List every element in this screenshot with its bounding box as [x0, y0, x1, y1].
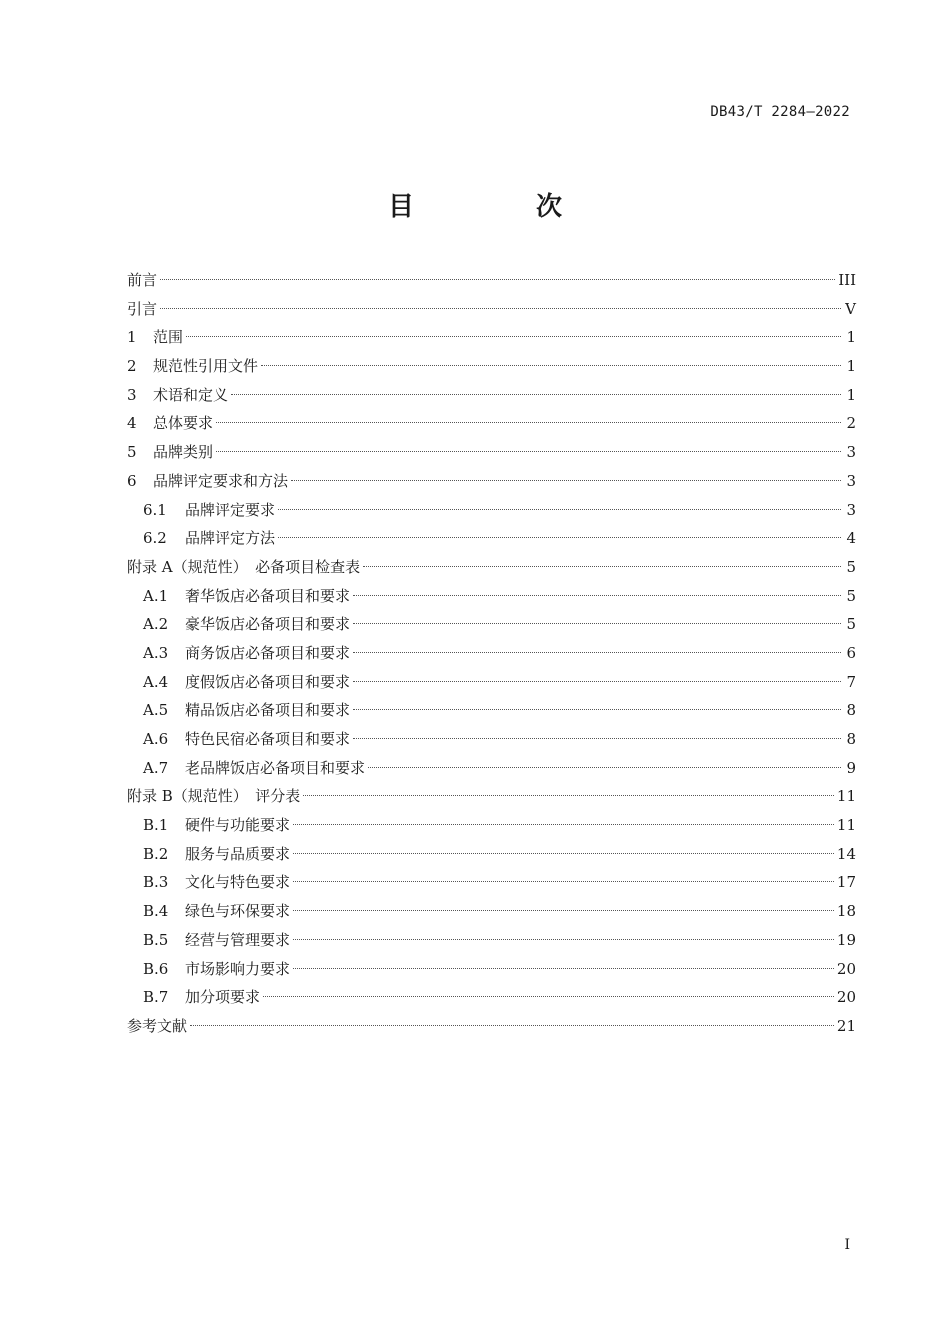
toc-entry-title: 老品牌饭店必备项目和要求	[185, 758, 366, 777]
toc-entry-title: 精品饭店必备项目和要求	[185, 701, 351, 720]
toc-entry-label	[143, 811, 290, 840]
dot-leader	[186, 336, 841, 337]
dot-leader	[190, 1025, 834, 1026]
document-code: DB43/T 2284—2022	[710, 104, 850, 120]
toc-entry-page: 18	[836, 902, 856, 921]
dot-leader	[353, 623, 841, 624]
toc-entry-page: 5	[846, 557, 856, 576]
toc-entry-title: 品牌评定要求	[185, 500, 276, 519]
toc-entry-number: A.2	[143, 615, 169, 634]
toc-entry-number: B.4	[143, 902, 169, 921]
toc-title: 目 次	[387, 192, 610, 222]
toc-entry-label	[143, 725, 350, 754]
toc-entry-label	[127, 266, 157, 295]
toc-entry-label	[127, 323, 183, 352]
toc-entry-page: 14	[836, 844, 856, 863]
toc-entry-label	[143, 668, 350, 697]
toc-entry[interactable]	[127, 409, 856, 438]
toc-entry[interactable]	[127, 840, 856, 869]
toc-entry-label	[143, 955, 290, 984]
toc-entry-page: 20	[836, 988, 856, 1007]
toc-entry-title: 奢华饭店必备项目和要求	[185, 586, 351, 605]
toc-entry[interactable]	[127, 553, 856, 582]
toc-entry[interactable]	[127, 725, 856, 754]
toc-entry-title: 文化与特色要求	[185, 873, 291, 892]
toc-entry-number: B.3	[143, 873, 169, 892]
toc-entry-title: 术语和定义	[153, 385, 229, 404]
dot-leader	[216, 422, 841, 423]
toc-entry-number: A.5	[143, 701, 169, 720]
toc-entry[interactable]	[127, 782, 856, 811]
toc-entry-page: 4	[846, 529, 856, 548]
toc-entry[interactable]	[127, 496, 856, 525]
toc-entry[interactable]	[127, 1012, 856, 1041]
toc-entry-number: 6.2	[143, 529, 167, 548]
toc-entry-title: 引言	[127, 299, 158, 318]
dot-leader	[293, 968, 834, 969]
dot-leader	[160, 279, 835, 280]
toc-entry[interactable]	[127, 438, 856, 467]
dot-leader	[278, 537, 841, 538]
toc-entry-label	[143, 897, 290, 926]
toc-entry-number: B.1	[143, 816, 169, 835]
toc-entry[interactable]	[127, 668, 856, 697]
toc-entry-title: 前言	[127, 271, 158, 289]
toc-entry-page: 20	[836, 959, 856, 978]
toc-entry-number: B.7	[143, 988, 169, 1007]
toc-entry[interactable]	[127, 266, 856, 295]
toc-entry[interactable]	[127, 639, 856, 668]
toc-entry-page: 11	[836, 787, 856, 806]
toc-entry-label	[143, 639, 350, 668]
toc-entry-label	[127, 352, 258, 381]
toc-entry-number: 2	[127, 357, 137, 376]
toc-entry[interactable]	[127, 381, 856, 410]
toc-entry-title: 服务与品质要求	[185, 844, 291, 863]
toc-entry-label	[143, 582, 350, 611]
toc-entry-page: 8	[846, 701, 856, 720]
dot-leader	[353, 738, 841, 739]
toc-entry-number: 5	[127, 443, 137, 462]
toc-entry[interactable]	[127, 754, 856, 783]
toc-entry-number: B.5	[143, 930, 169, 949]
toc-entry-title: 市场影响力要求	[185, 959, 291, 978]
toc-entry-page: 3	[846, 500, 856, 519]
toc-entry[interactable]	[127, 696, 856, 725]
toc-entry[interactable]	[127, 323, 856, 352]
toc-entry-label	[143, 496, 275, 525]
toc-entry-page: 17	[836, 873, 856, 892]
table-of-contents	[127, 266, 856, 1041]
toc-entry-number: 6	[127, 471, 137, 490]
toc-entry[interactable]	[127, 582, 856, 611]
toc-entry-page: 11	[836, 816, 856, 835]
dot-leader	[353, 652, 841, 653]
toc-entry-label	[143, 610, 350, 639]
toc-entry-page: 3	[846, 471, 856, 490]
dot-leader	[291, 480, 841, 481]
toc-entry-label	[127, 409, 213, 438]
toc-entry-page: 1	[846, 385, 856, 404]
toc-entry-title: 硬件与功能要求	[185, 816, 291, 835]
toc-entry-number: 6.1	[143, 500, 167, 519]
toc-entry-title: 商务饭店必备项目和要求	[185, 643, 351, 662]
dot-leader	[293, 939, 834, 940]
toc-entry-label	[127, 467, 288, 496]
toc-entry[interactable]	[127, 295, 856, 324]
toc-entry-number: B.2	[143, 844, 169, 863]
toc-entry-page: 2	[846, 414, 856, 433]
toc-entry-page: 21	[836, 1016, 856, 1035]
toc-entry[interactable]	[127, 868, 856, 897]
toc-entry-page: 19	[836, 930, 856, 949]
toc-entry-title: 豪华饭店必备项目和要求	[185, 615, 351, 634]
toc-entry[interactable]	[127, 610, 856, 639]
toc-entry-title: 范围	[153, 328, 184, 347]
toc-entry-page: 1	[846, 328, 856, 347]
toc-entry[interactable]	[127, 524, 856, 553]
toc-entry-number: A.7	[143, 758, 169, 777]
toc-entry-label	[127, 381, 228, 410]
toc-entry[interactable]	[127, 811, 856, 840]
toc-entry-title: 加分项要求	[185, 988, 261, 1007]
toc-entry[interactable]	[127, 983, 856, 1012]
toc-entry-title: 经营与管理要求	[185, 930, 291, 949]
dot-leader	[368, 767, 841, 768]
dot-leader	[293, 881, 834, 882]
toc-entry-label	[143, 840, 290, 869]
dot-leader	[363, 566, 841, 567]
toc-entry-number: A.6	[143, 730, 169, 748]
toc-entry-number: A.1	[143, 586, 169, 605]
toc-entry-number: 1	[127, 328, 137, 347]
toc-entry-title: 品牌评定要求和方法	[153, 471, 289, 490]
toc-entry-page: 9	[846, 758, 856, 777]
toc-entry-label	[143, 868, 290, 897]
toc-entry-label	[143, 754, 365, 783]
dot-leader	[278, 509, 841, 510]
dot-leader	[160, 308, 841, 309]
dot-leader	[293, 824, 834, 825]
dot-leader	[263, 996, 834, 997]
toc-entry-label	[127, 1012, 187, 1041]
toc-entry-label	[143, 696, 350, 725]
dot-leader	[303, 795, 834, 796]
toc-entry[interactable]	[127, 926, 856, 955]
toc-entry-label	[127, 295, 157, 324]
dot-leader	[216, 451, 841, 452]
toc-entry-page: 6	[846, 643, 856, 662]
toc-entry-number: A.3	[143, 643, 169, 662]
toc-entry-title: 品牌评定方法	[185, 529, 276, 548]
toc-entry[interactable]	[127, 352, 856, 381]
toc-entry-label	[127, 438, 213, 467]
dot-leader	[293, 853, 834, 854]
toc-entry[interactable]	[127, 955, 856, 984]
toc-entry-title: 品牌类别	[153, 443, 214, 462]
toc-entry[interactable]	[127, 897, 856, 926]
toc-entry-title: 附录 A（规范性） 必备项目检查表	[127, 557, 361, 576]
toc-entry-page: 5	[846, 615, 856, 634]
toc-entry-title: 附录 B（规范性） 评分表	[127, 787, 301, 806]
toc-entry-title: 特色民宿必备项目和要求	[185, 730, 351, 748]
toc-entry-label	[143, 524, 275, 553]
toc-entry-label	[143, 983, 260, 1012]
toc-entry-page: III	[838, 271, 856, 289]
page-number: I	[844, 1237, 850, 1253]
toc-entry-title: 总体要求	[153, 414, 214, 433]
toc-entry-title: 绿色与环保要求	[185, 902, 291, 921]
toc-entry-page: 1	[846, 357, 856, 376]
toc-entry-page: 8	[846, 730, 856, 748]
toc-entry-page: 5	[846, 586, 856, 605]
dot-leader	[353, 681, 841, 682]
toc-entry-number: B.6	[143, 959, 169, 978]
dot-leader	[261, 365, 841, 366]
toc-entry-label	[143, 926, 290, 955]
toc-entry-label	[127, 782, 300, 811]
dot-leader	[353, 595, 841, 596]
toc-entry-label	[127, 553, 360, 582]
dot-leader	[293, 910, 834, 911]
toc-entry-page: V	[845, 299, 856, 318]
toc-entry-page: 3	[846, 443, 856, 462]
dot-leader	[231, 394, 841, 395]
toc-entry-title: 度假饭店必备项目和要求	[185, 672, 351, 691]
toc-entry-number: A.4	[143, 672, 169, 691]
dot-leader	[353, 709, 841, 710]
toc-entry-page: 7	[846, 672, 856, 691]
toc-entry-number: 3	[127, 385, 137, 404]
toc-entry[interactable]	[127, 467, 856, 496]
toc-entry-title: 规范性引用文件	[153, 357, 259, 376]
toc-entry-number: 4	[127, 414, 137, 433]
toc-entry-title: 参考文献	[127, 1016, 188, 1035]
